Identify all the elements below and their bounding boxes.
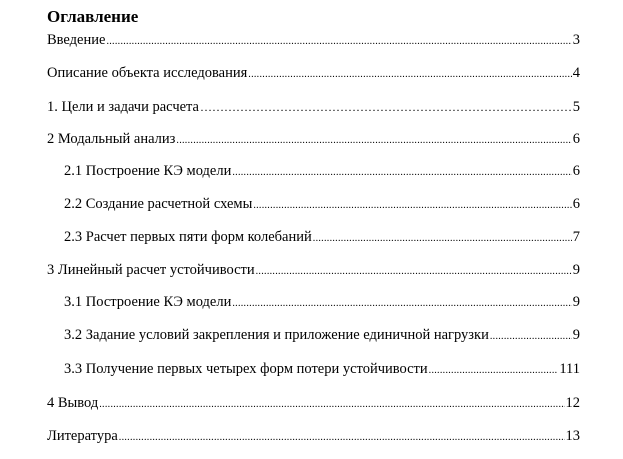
toc-dot-leader — [256, 263, 572, 281]
toc-entry-page: 6 — [572, 131, 580, 147]
toc-entry-goals[interactable] — [47, 98, 580, 118]
toc-entry-page: 6 — [572, 196, 580, 212]
toc-entry-label: Литература — [47, 428, 118, 444]
toc-entry-label: Введение — [47, 32, 106, 48]
toc-entry-stability[interactable] — [47, 261, 580, 281]
toc-entry-page: 3 — [572, 32, 580, 48]
toc-entry-page: 13 — [565, 428, 580, 444]
toc-entry-label: 2 Модальный анализ — [47, 131, 176, 147]
toc-dot-leader — [119, 429, 565, 447]
toc-entry-label: 3.1 Построение КЭ модели — [64, 294, 232, 310]
toc-entry-label: 2.1 Построение КЭ модели — [64, 163, 232, 179]
toc-entry-page: 6 — [572, 163, 580, 179]
toc-dot-leader — [232, 164, 571, 182]
toc-dot-leader — [490, 328, 572, 346]
toc-entry-introduction[interactable] — [47, 31, 580, 51]
toc-entry-label: 2.3 Расчет первых пяти форм колебаний — [64, 229, 312, 245]
toc-entry-object-description[interactable] — [47, 64, 580, 84]
toc-entry-label: 2.2 Создание расчетной схемы — [64, 196, 253, 212]
toc-entry-label: 3.3 Получение первых четырех форм потери устойчивости — [64, 361, 428, 377]
toc-title: Оглавление — [47, 7, 139, 26]
toc-entry-literature[interactable] — [47, 427, 580, 447]
toc-entry-label: 3 Линейный расчет устойчивости — [47, 262, 255, 278]
toc-entry-label: 3.2 Задание условий закрепления и приложение единичной нагрузки — [64, 327, 489, 343]
toc-entry-2-2[interactable] — [64, 195, 580, 215]
toc-dot-leader — [99, 396, 564, 414]
toc-entry-conclusion[interactable] — [47, 394, 580, 414]
toc-entry-label: Описание объекта исследования — [47, 65, 248, 81]
toc-dot-leader — [200, 98, 572, 118]
toc-entry-label: 1. Цели и задачи расчета — [47, 99, 199, 115]
toc-entry-page: 12 — [565, 395, 580, 411]
toc-dot-leader — [248, 66, 571, 84]
toc-entry-2-3[interactable] — [64, 228, 580, 248]
toc-dot-leader — [176, 132, 571, 150]
toc-entry-3-2[interactable] — [64, 326, 580, 346]
toc-entry-modal-analysis[interactable] — [47, 130, 580, 150]
toc-dot-leader — [313, 230, 572, 248]
toc-dot-leader — [232, 295, 571, 313]
toc-entry-page: 9 — [572, 262, 580, 278]
toc-entry-page: 9 — [572, 294, 580, 310]
toc-entry-page: 7 — [572, 229, 580, 245]
toc-dot-leader — [429, 362, 559, 380]
toc-entry-page: 4 — [572, 65, 580, 81]
toc-dot-leader — [106, 33, 571, 51]
toc-dot-leader — [253, 197, 571, 215]
toc-entry-page: 111 — [559, 361, 580, 377]
toc-entry-label: 4 Вывод — [47, 395, 99, 411]
toc-entry-page: 9 — [572, 327, 580, 343]
toc-entry-3-3[interactable] — [64, 360, 580, 380]
toc-entry-page: 5 — [572, 99, 580, 115]
toc-entry-3-1[interactable] — [64, 293, 580, 313]
toc-entry-2-1[interactable] — [64, 162, 580, 182]
